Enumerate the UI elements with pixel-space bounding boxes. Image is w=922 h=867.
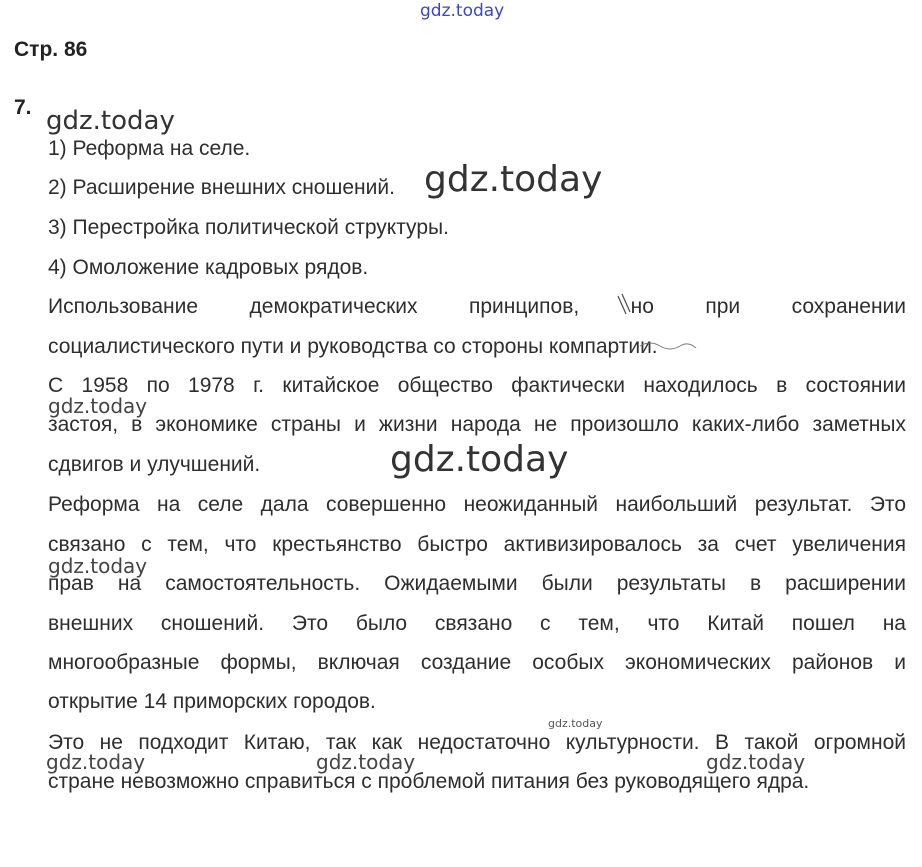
answer-line: 4) Омоложение кадровых рядов.: [48, 256, 369, 279]
watermark-top: gdz.today: [420, 1, 505, 21]
watermark: gdz.today: [46, 750, 146, 774]
paragraph-line: застоя, в экономике страны и жизни народа не произошло каких-либо заметных: [48, 413, 906, 436]
watermark: gdz.today: [48, 394, 148, 418]
watermark: gdz.today: [390, 439, 569, 480]
task-number: 7.: [14, 96, 32, 119]
paragraph-line: социалистического пути и руководства со стороны компартии.: [48, 335, 658, 358]
paragraph-line: прав на самостоятельность. Ожидаемыми были результаты в расширении: [48, 572, 906, 595]
paragraph-line: открытие 14 приморских городов.: [48, 690, 376, 713]
answer-line: 2) Расширение внешних сношений.: [48, 176, 395, 199]
paragraph-line: сдвигов и улучшений.: [48, 453, 261, 476]
answer-line: 1) Реформа на селе.: [48, 137, 251, 160]
watermark: gdz.today: [46, 106, 175, 136]
paragraph-line: стране невозможно справиться с проблемой питания без руководящего ядра.: [48, 770, 810, 793]
watermark: gdz.today: [424, 159, 603, 200]
watermark: gdz.today: [706, 750, 806, 774]
watermark: gdz.today: [316, 750, 416, 774]
pen-scribble-marks: [610, 290, 730, 360]
paragraph-line: Использование демократических принципов, но при сохранении: [48, 295, 906, 318]
paragraph-line: С 1958 по 1978 г. китайское общество фактически находилось в состоянии: [48, 374, 906, 397]
paragraph-line: внешних сношений. Это было связано с тем, что Китай пошел на: [48, 612, 906, 635]
paragraph-line: Это не подходит Китаю, так как недостаточно культурности. В такой огромной: [48, 731, 906, 754]
paragraph-line: многообразные формы, включая создание особых экономических районов и: [48, 651, 906, 674]
paragraph-line: Реформа на селе дала совершенно неожиданный наибольший результат. Это: [48, 493, 906, 516]
answer-line: 3) Перестройка политической структуры.: [48, 216, 449, 239]
watermark: gdz.today: [48, 554, 148, 578]
page-number-heading: Стр. 86: [14, 38, 88, 61]
watermark: gdz.today: [548, 717, 603, 730]
paragraph-line: связано с тем, что крестьянство быстро активизировалось за счет увеличения: [48, 533, 906, 556]
